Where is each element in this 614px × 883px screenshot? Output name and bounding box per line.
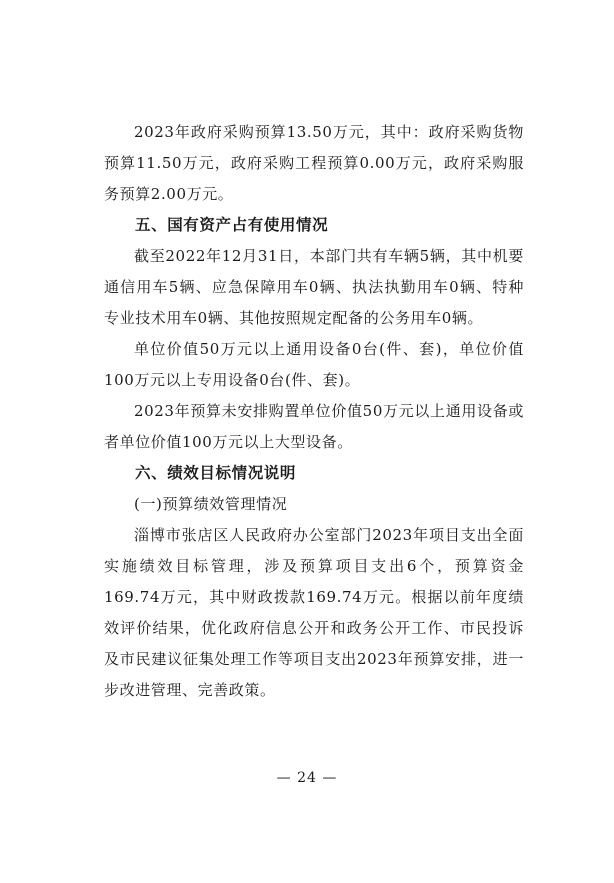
purchase-plan-paragraph: 2023年预算未安排购置单位价值50万元以上通用设备或者单位价值100万元以上大型设备。 [104, 402, 524, 451]
subheading-management: (一)预算绩效管理情况 [134, 495, 288, 513]
equipment-paragraph: 单位价值50万元以上通用设备0台(件、套)，单位价值100万元以上专用设备0台(件、套)。 [104, 340, 524, 389]
section-heading-assets: 五、国有资产占有使用情况 [135, 216, 329, 234]
procurement-paragraph: 2023年政府采购预算13.50万元，其中：政府采购货物预算11.50万元，政府采购工程预算0.00万元，政府采购服务预算2.00万元。 [104, 123, 524, 203]
section-heading-performance: 六、绩效目标情况说明 [135, 464, 297, 482]
vehicles-paragraph: 截至2022年12月31日，本部门共有车辆5辆，其中机要通信用车5辆、应急保障用车0辆、执法执勤用车0辆、特种专业技术用车0辆、其他按照规定配备的公务用车0辆。 [104, 247, 524, 327]
performance-paragraph: 淄博市张店区人民政府办公室部门2023年项目支出全面实施绩效目标管理，涉及预算项目支出6个，预算资金169.74万元，其中财政拨款169.74万元。根据以前年度绩效评价结果，优化政府信息公开和政务公开工作、市民投诉及市民建议征集处理工作等项目支出2023年预算安排，进一步改进管理、完善政策。 [104, 526, 524, 699]
page-number: — 24 — [276, 770, 338, 786]
document-body [104, 117, 524, 706]
